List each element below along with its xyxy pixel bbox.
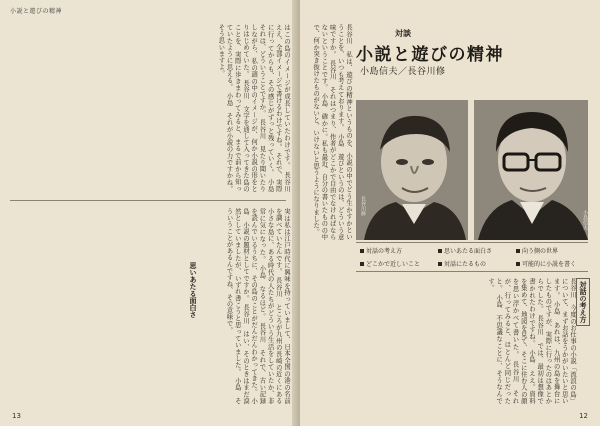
paragraph: 小島 ええ。資料を集めて、地図を見て、そこに住む人の顔を思い浮かべて書いた。 <box>511 278 535 404</box>
photo-caption: 小島信夫 <box>582 210 588 230</box>
running-head: 小説と遊びの精神 <box>10 8 63 15</box>
portrait-illustration <box>356 100 588 240</box>
square-bullet-icon <box>438 262 442 266</box>
contents-item: 対話にたるもの <box>438 259 486 268</box>
paragraph: 小島 なるほど。 <box>258 265 266 320</box>
paragraph: 小島 それは、どういうことですか。 <box>258 24 274 199</box>
column-rule <box>10 200 286 201</box>
paragraph: 小島 あれは、九州の島を舞台にしたものですが、実際に行ったのはあとからでした。 <box>536 278 560 404</box>
paragraph: 長谷川 それで、古い記録を読んでいるうちに、その島のことがだんだんわかってきた。 <box>250 208 266 404</box>
paragraph: 小島 それが小説の力ですかね。 <box>225 92 233 193</box>
contents-item: 思いあたる面白さ <box>438 246 492 255</box>
section-heading: 対話の考え方 <box>576 278 590 326</box>
paragraph: 長谷川 ところが九州の長崎の近くにある小さな島に、ある時代の人たちがどういう生活をしていたか、非常に気になった。 <box>258 208 282 405</box>
contents-box <box>356 242 588 272</box>
paragraph: 長谷川 私は、遊びの精神というものを、小説の中でどう生かすかということを、いつも考えております。 <box>336 24 352 240</box>
authors-photo <box>356 100 588 240</box>
left-bottom-text <box>14 208 290 404</box>
contents-item: 可能的に小説を書く <box>516 259 576 268</box>
square-bullet-icon <box>438 249 442 253</box>
paragraph: 長谷川 それはつまり、作者がどこかで自由でなければならないということです。 <box>320 24 336 240</box>
photo-caption: 長谷川修 <box>360 196 366 216</box>
left-top-text <box>14 24 290 199</box>
contents-item: 対話の考え方 <box>360 246 402 255</box>
article-label: 対談 <box>395 28 411 38</box>
contents-item: 向う側の世界 <box>516 246 558 255</box>
paragraph: 長谷川 今度のお仕事の小説「流浪の島」について、まずお話をうかがいたいと思います。 <box>552 278 576 404</box>
paragraph: 長谷川 見たり聞いたりしながら、私の頭の中のイメージが、何か小説の形をとりはじめていた。 <box>241 24 266 192</box>
paragraph: 小島 確かに。私も最近、自分の書いたものの中で、何か突き抜けたものがないと、いけないと思うようになりました。 <box>312 24 328 241</box>
paragraph: 小島 そういうことがあるんですね、その意味で。 <box>225 208 241 404</box>
paragraph: 長谷川 では、最初は想像で書かれたわけですね。 <box>527 278 544 404</box>
article-authors: 小島信夫／長谷川修 <box>360 67 446 77</box>
section-heading: 思いあたる面白さ <box>189 262 197 318</box>
right-top-text <box>308 24 352 240</box>
right-bottom-text <box>330 278 576 404</box>
article-title: 小説と遊びの精神 <box>356 45 504 65</box>
paragraph: 小島 遊びというのは、どういう意味ですか。 <box>328 24 344 240</box>
square-bullet-icon <box>360 249 364 253</box>
page-number: 13 <box>12 412 21 420</box>
paragraph: 長谷川 はい、そのときはまだ漠然としていましたが、いずれ書こうと思っていました。 <box>233 208 249 405</box>
paragraph: それで、実際に行ってからも、その感じがずっと残っていく。 <box>266 24 282 192</box>
square-bullet-icon <box>516 249 520 253</box>
contents-item: どこかで近しいこと <box>360 259 420 268</box>
paragraph: 実は私は江戸時代に興味を持っていまして、日本全国の港の名前を調べていたんです。 <box>274 208 290 404</box>
square-bullet-icon <box>360 262 364 266</box>
paragraph: 長谷川 それが、行ってみると、ほとんど同じだったと。 <box>495 278 519 404</box>
paragraph: 小島 不思議なことに、そうなんです。 <box>486 278 503 404</box>
paragraph: 長谷川 ええ、全部イメージで書けるわけですね。 <box>274 24 290 199</box>
paragraph: 小島 小説の題材としてですか。 <box>241 208 258 404</box>
paragraph: 長谷川 文字を通して入ってきた島のことを、実際に歩きまわってみると、まるで前から知っていたように思える。 <box>225 24 249 192</box>
page-number: 12 <box>579 412 588 420</box>
paragraph: はこの島のイメージが成長していたわけです。 <box>283 24 290 169</box>
paragraph: そう思いますよ。 <box>217 24 225 77</box>
square-bullet-icon <box>516 262 520 266</box>
